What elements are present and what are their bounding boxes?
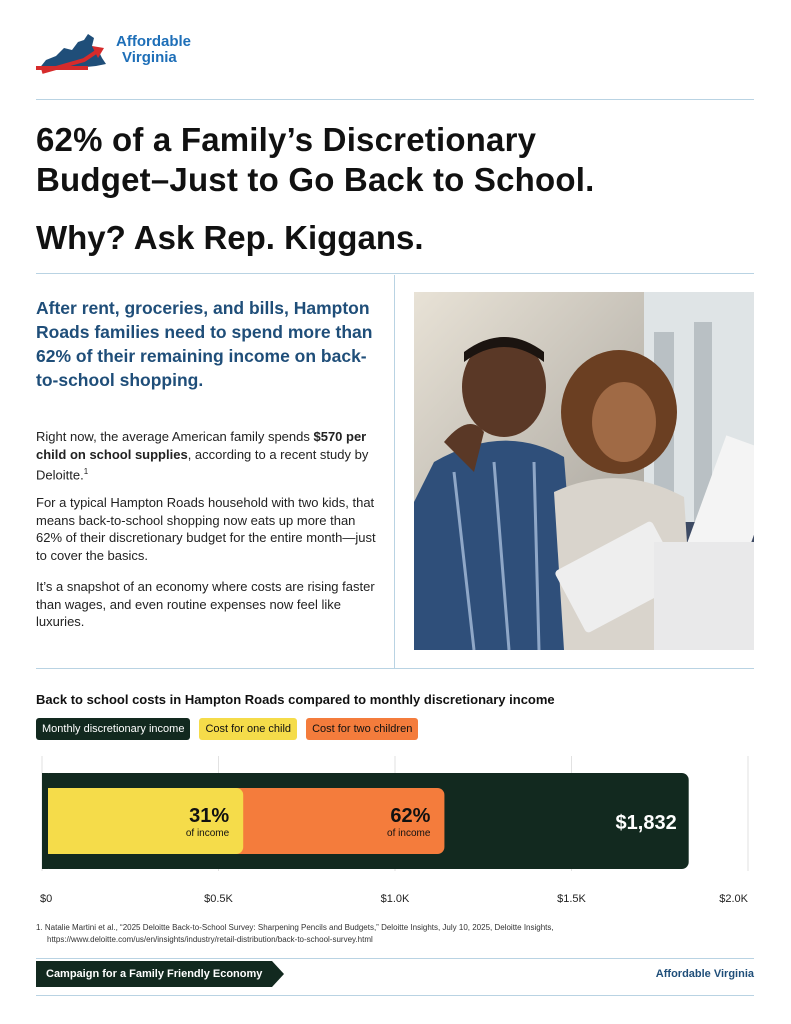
label-two-children-pct: 62% <box>390 805 431 827</box>
chart-legend <box>36 718 418 740</box>
headline-line1: 62% of a Family’s Discretionary <box>36 121 537 158</box>
body-paragraph-1 <box>36 428 381 484</box>
body-paragraph-3: It’s a snapshot of an economy where costs are rising faster than wages, and even routine expenses now feel like luxuries. <box>36 579 375 629</box>
tick-label-4: $2.0K <box>719 893 748 905</box>
label-monthly-income: $1,832 <box>615 812 677 834</box>
lede-paragraph: After rent, groceries, and bills, Hampton Roads families need to spend more than 62% of their remaining income on back-to-school shopping. <box>36 298 373 390</box>
header-divider <box>36 99 754 100</box>
footnote <box>36 922 756 946</box>
tick-label-1: $0.5K <box>204 893 233 905</box>
section-divider-top <box>36 273 754 274</box>
tick-label-3: $1.5K <box>557 893 586 905</box>
legend-two-children[interactable]: Cost for two children <box>306 718 418 740</box>
affordable-virginia-logo[interactable] <box>36 30 206 76</box>
footer-brand: Affordable Virginia <box>655 968 754 980</box>
p1-text-a: Right now, the average American family spends <box>36 429 314 444</box>
logo-line1: Affordable <box>116 33 191 50</box>
footer-divider-bottom <box>36 995 754 996</box>
footer-divider-top <box>36 958 754 959</box>
tick-label-2: $1.0K <box>380 893 410 905</box>
virginia-map-icon <box>36 30 116 76</box>
column-divider <box>394 275 395 668</box>
label-one-child-sub: of income <box>185 828 230 839</box>
footnote-line1: 1. Natalie Martini et al., “2025 Deloitte Back-to-School Survey: Sharpening Pencils and Budgets,” Deloitte Insights, July 10, 2025, Deloitte Insights, <box>36 923 554 932</box>
p1-text-b: , according to a recent study by Deloitte. <box>36 446 369 483</box>
couple-reviewing-bills-image <box>414 292 754 650</box>
footer-tag-label: Campaign for a Family Friendly Economy <box>46 968 263 980</box>
subhead: Why? Ask Rep. Kiggans. <box>36 219 424 256</box>
cost-bar-chart <box>30 756 760 906</box>
headline-line2: Budget–Just to Go Back to School. <box>36 161 595 198</box>
bar-left-edge <box>42 773 48 869</box>
family-photo <box>414 292 754 650</box>
headline <box>36 120 736 200</box>
footnote-url[interactable]: https://www.deloitte.com/us/en/insights/industry/retail-distribution/back-to-school-survey.html <box>47 935 373 944</box>
label-one-child-pct: 31% <box>189 805 230 827</box>
logo-wordmark <box>116 34 191 66</box>
legend-one-child[interactable]: Cost for one child <box>199 718 297 740</box>
chart-title: Back to school costs in Hampton Roads compared to monthly discretionary income <box>36 692 555 707</box>
label-two-children-sub: of income <box>387 828 431 839</box>
logo-line2: Virginia <box>122 49 177 66</box>
footer-campaign-tag <box>36 961 284 987</box>
section-divider-bottom <box>36 668 754 669</box>
tick-label-0: $0 <box>40 893 53 905</box>
legend-income[interactable]: Monthly discretionary income <box>36 718 190 740</box>
p1-highlight: $570 per child on school supplies <box>36 429 367 462</box>
footnote-ref[interactable]: 1 <box>83 467 89 476</box>
body-paragraph-2: For a typical Hampton Roads household with two kids, that means back-to-school shopping now eats up more than 62% of their discretionary budget for the entire month—just to cover the basics. <box>36 495 376 563</box>
